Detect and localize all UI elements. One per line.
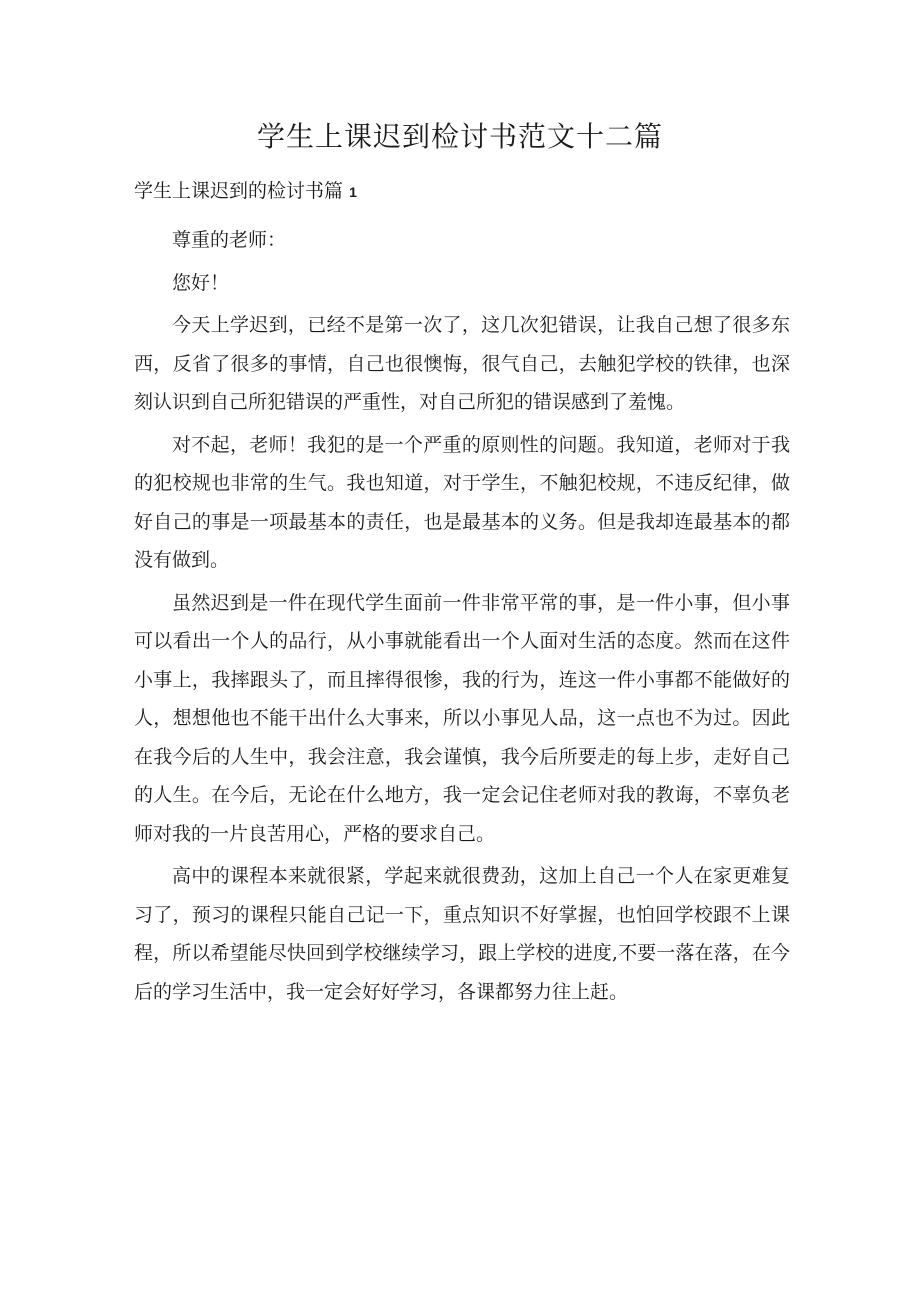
section-heading [134, 176, 357, 207]
body-paragraph: 高中的课程本来就很紧，学起来就很费劲，这加上自己一个人在家更难复习了，预习的课程只能自己记一下，重点知识不好掌握，也怕回学校跟不上课程，所以希望能尽快回到学校继续学习，跟上学校的进度,不要一落在落，在今后的学习生活中，我一定会好好学习，各课都努力往上赶。 [134, 865, 790, 1003]
body-paragraph: 虽然迟到是一件在现代学生面前一件非常平常的事，是一件小事，但小事可以看出一个人的品行，从小事就能看出一个人面对生活的态度。然而在这件小事上，我摔跟头了，而且摔得很惨，我的行为，连这一件小事都不能做好的人，想想他也不能干出什么大事来，所以小事见人品，这一点也不为过。因此在我今后的人生中，我会注意，我会谨慎，我今后所要走的每上步，走好自己的人生。在今后，无论在什么地方，我一定会记住老师对我的教诲，不辜负老师对我的一片良苦用心，严格的要求自己。 [134, 591, 790, 845]
section-number: 1 [349, 184, 357, 200]
salutation: 尊重的老师： [172, 229, 287, 251]
document-title: 学生上课迟到检讨书范文十二篇 [256, 120, 663, 153]
body-paragraph: 今天上学迟到，已经不是第一次了，这几次犯错误，让我自己想了很多东西，反省了很多的事情，自己也很懊悔，很气自己，去触犯学校的铁律，也深刻认识到自己所犯错误的严重性，对自己所犯的错误感到了羞愧。 [134, 314, 790, 413]
greeting: 您好！ [172, 271, 230, 294]
section-heading-text: 学生上课迟到的检讨书篇 [134, 180, 344, 202]
body-paragraph: 对不起，老师！我犯的是一个严重的原则性的问题。我知道，老师对于我的犯校规也非常的生气。我也知道，对于学生，不触犯校规，不违反纪律，做好自己的事是一项最基本的责任，也是最基本的义务。但是我却连最基本的都没有做到。 [134, 433, 790, 571]
document-body [134, 221, 790, 1015]
